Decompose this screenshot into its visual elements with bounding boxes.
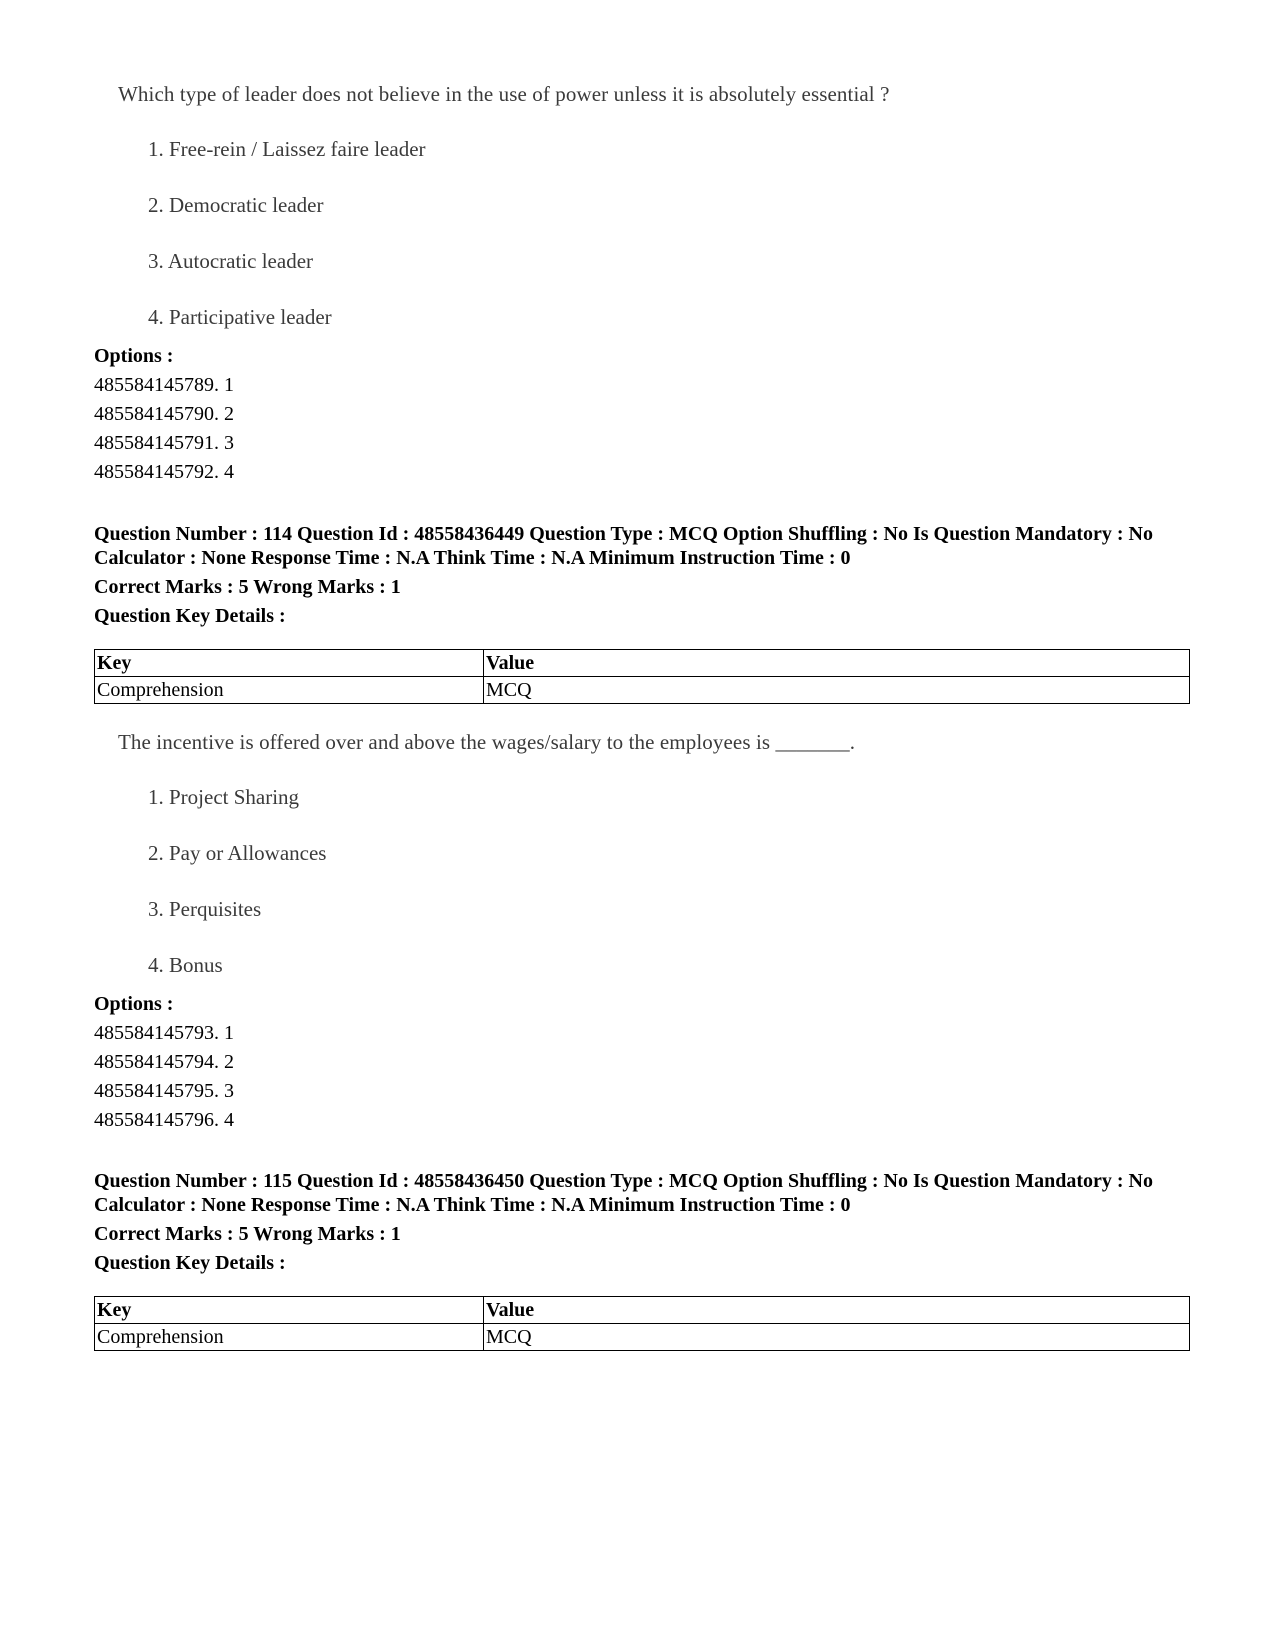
table-cell-key: Comprehension <box>95 1324 484 1351</box>
question-text: Which type of leader does not believe in the use of power unless it is absolutely essential ? <box>118 82 890 106</box>
option-item: 485584145792. 4 <box>94 461 234 483</box>
table-cell-value: MCQ <box>484 1324 1190 1351</box>
marks-line: Correct Marks : 5 Wrong Marks : 1 <box>94 576 401 598</box>
choice-2: 2. Pay or Allowances <box>148 841 327 865</box>
question-info-line: Question Number : 115 Question Id : 48558436450 Question Type : MCQ Option Shuffling : No Is Question Mandatory : No Calculator : None Response Time : N.A Think Time : N.A Minimum Instruction Time : 0 <box>94 1170 1153 1216</box>
marks-line: Correct Marks : 5 Wrong Marks : 1 <box>94 1223 401 1245</box>
option-item: 485584145789. 1 <box>94 374 234 396</box>
question-text: The incentive is offered over and above the wages/salary to the employees is _______. <box>118 730 856 754</box>
table-header-row <box>95 1297 1190 1324</box>
choice-3: 3. Perquisites <box>148 897 262 921</box>
choice-4: 4. Bonus <box>148 953 223 977</box>
choice-1: 1. Free-rein / Laissez faire leader <box>148 137 426 161</box>
options-title: Options : <box>94 993 174 1015</box>
option-item: 485584145795. 3 <box>94 1080 234 1102</box>
choice-4: 4. Participative leader <box>148 305 332 329</box>
question-meta-115 <box>94 1169 1194 1275</box>
options-title: Options : <box>94 345 174 367</box>
key-details-table-114 <box>94 649 1190 704</box>
table-header-row <box>95 650 1190 677</box>
option-item: 485584145796. 4 <box>94 1109 234 1131</box>
table-header-value: Value <box>484 1297 1190 1324</box>
question-info-line: Question Number : 114 Question Id : 48558436449 Question Type : MCQ Option Shuffling : No Is Question Mandatory : No Calculator : None Response Time : N.A Think Time : N.A Minimum Instruction Time : 0 <box>94 523 1153 569</box>
choice-3: 3. Autocratic leader <box>148 249 314 273</box>
choice-2: 2. Democratic leader <box>148 193 324 217</box>
table-header-key: Key <box>95 1297 484 1324</box>
table-cell-value: MCQ <box>484 677 1190 704</box>
table-row <box>95 1324 1190 1351</box>
question-image-1 <box>118 82 890 330</box>
option-item: 485584145791. 3 <box>94 432 234 454</box>
options-list-2 <box>94 990 234 1135</box>
table-header-value: Value <box>484 650 1190 677</box>
option-item: 485584145790. 2 <box>94 403 234 425</box>
key-details-title: Question Key Details : <box>94 1252 286 1274</box>
table-cell-key: Comprehension <box>95 677 484 704</box>
options-list-1 <box>94 342 234 487</box>
question-image-2 <box>118 730 855 978</box>
question-meta-114 <box>94 522 1194 628</box>
key-details-title: Question Key Details : <box>94 605 286 627</box>
table-header-key: Key <box>95 650 484 677</box>
option-item: 485584145793. 1 <box>94 1022 234 1044</box>
table-row <box>95 677 1190 704</box>
key-details-table-115 <box>94 1296 1190 1351</box>
option-item: 485584145794. 2 <box>94 1051 234 1073</box>
choice-1: 1. Project Sharing <box>148 785 300 809</box>
